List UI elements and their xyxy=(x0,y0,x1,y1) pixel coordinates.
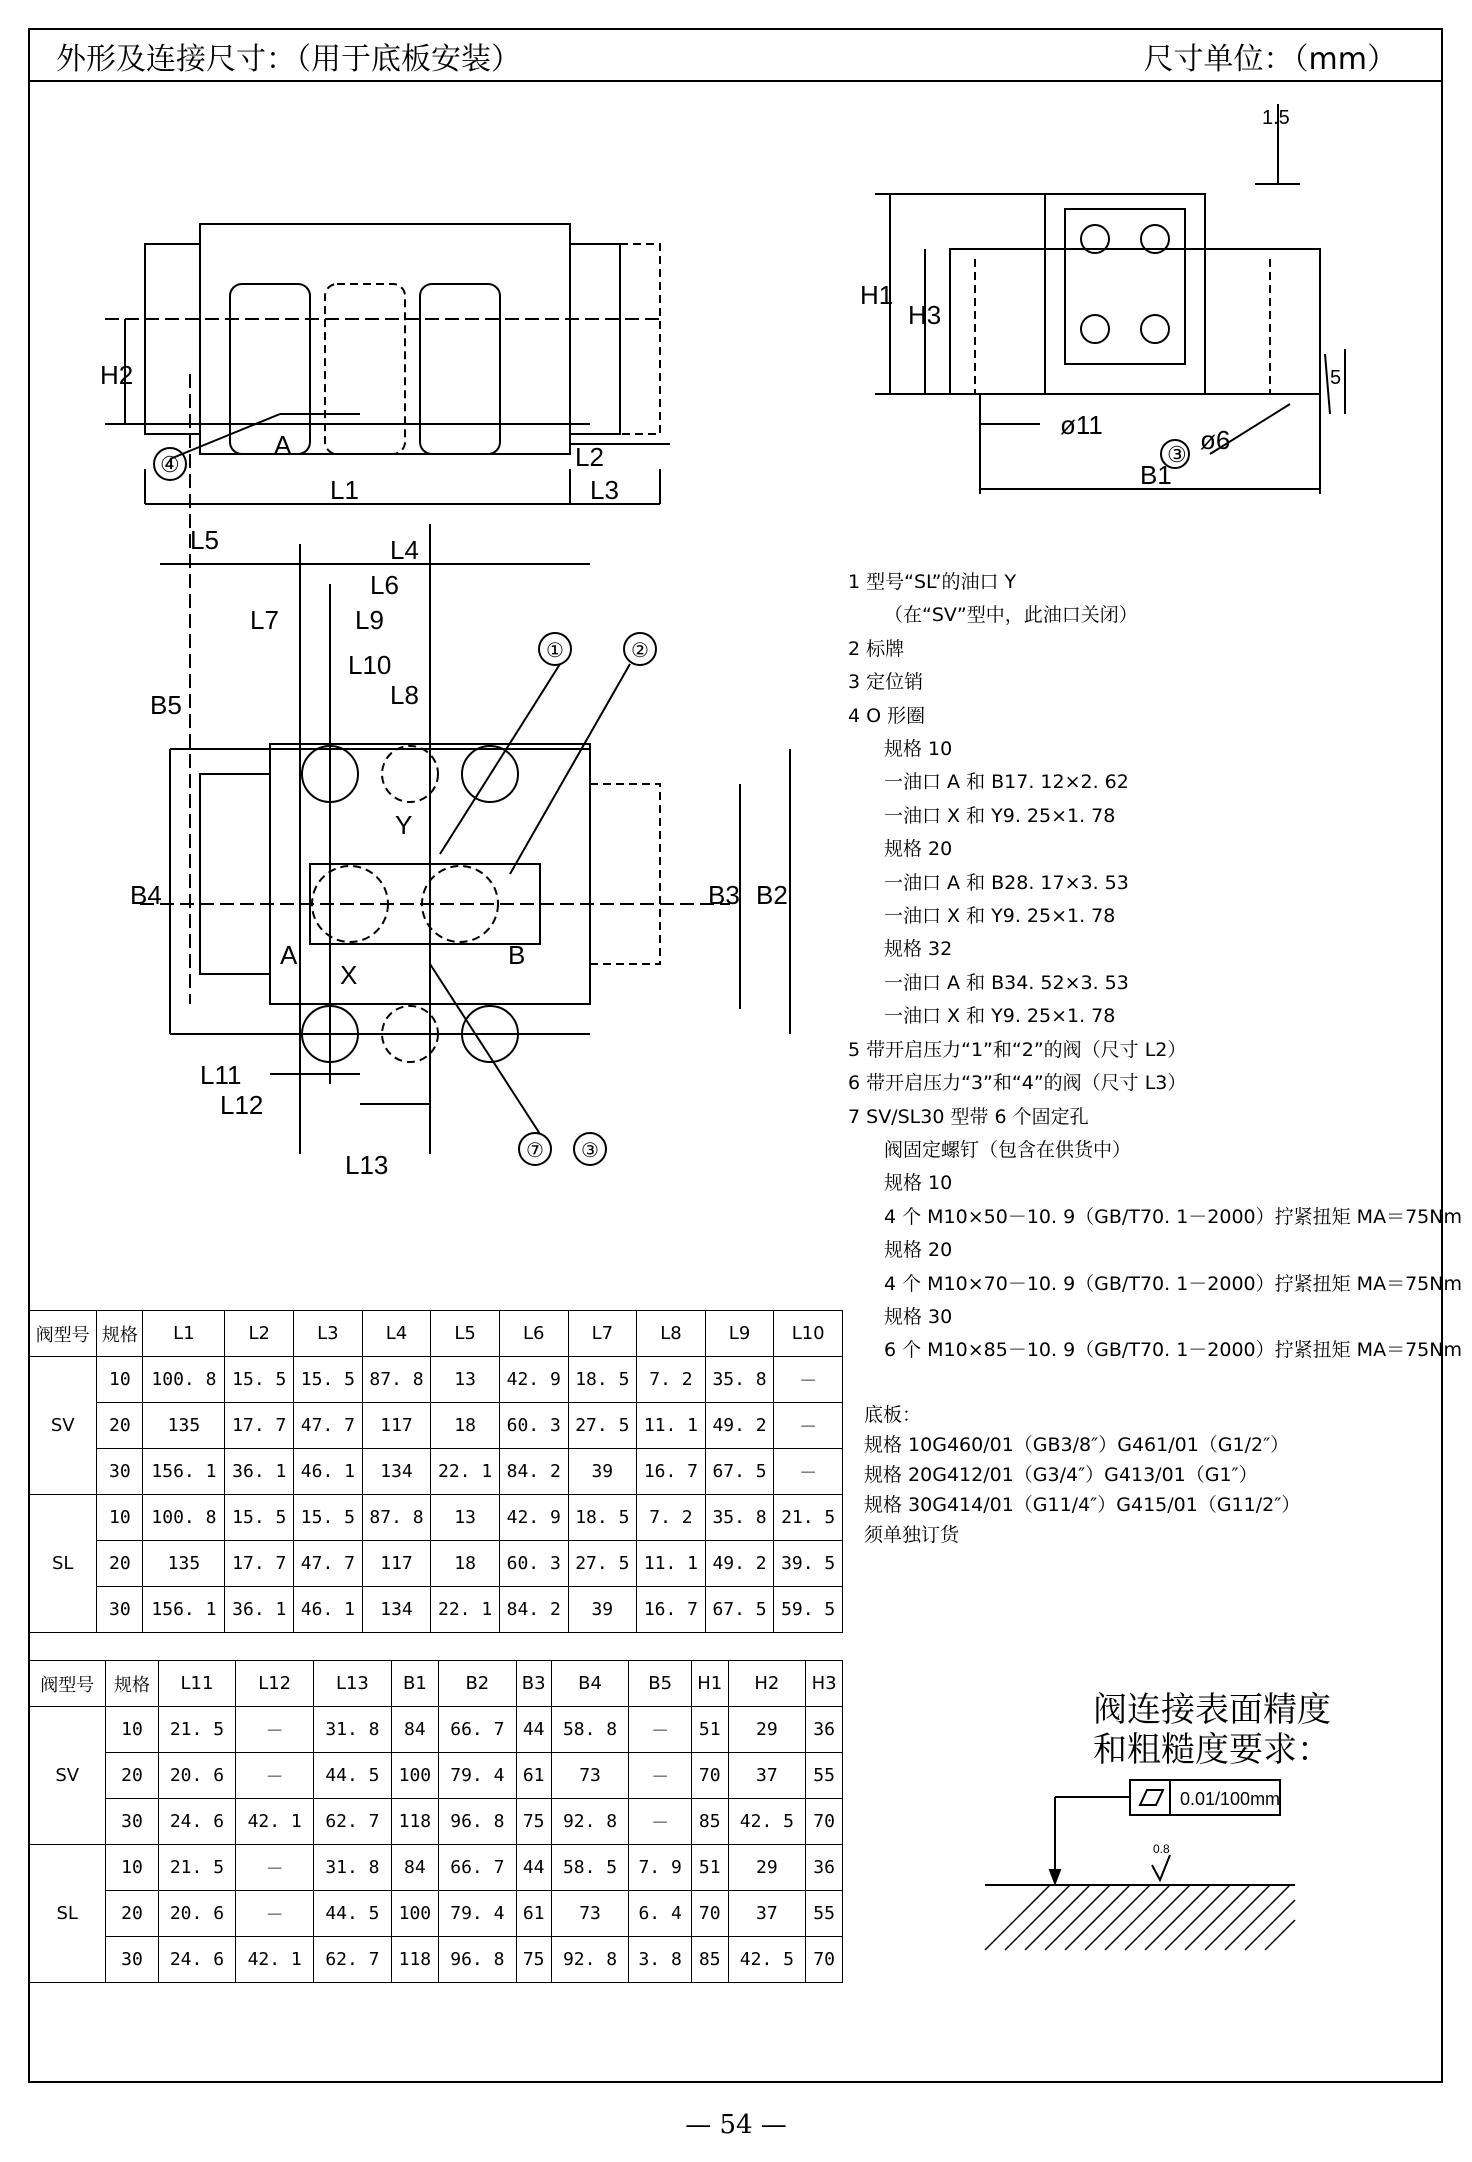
note-line: 6 带开启压力“3”和“4”的阀（尺寸 L3） xyxy=(848,1072,1187,1095)
callout-2: ② xyxy=(631,640,649,662)
table-cell: 84. 2 xyxy=(499,1449,568,1495)
table-cell: 58. 5 xyxy=(551,1845,629,1891)
table-cell: 20 xyxy=(106,1891,158,1937)
table-cell: 135 xyxy=(143,1403,225,1449)
table-cell: 44. 5 xyxy=(314,1753,392,1799)
table-cell: 84. 2 xyxy=(499,1587,568,1633)
table-cell: 70 xyxy=(806,1799,843,1845)
table-cell: 31. 8 xyxy=(314,1845,392,1891)
table-cell: 118 xyxy=(391,1799,438,1845)
table-cell: 18 xyxy=(431,1403,500,1449)
table-cell: 3. 8 xyxy=(629,1937,691,1983)
table-cell: 42. 9 xyxy=(499,1495,568,1541)
table-row xyxy=(29,1587,843,1633)
table-cell: 7. 2 xyxy=(637,1495,706,1541)
table-row xyxy=(29,1495,843,1541)
table-cell: 60. 3 xyxy=(499,1403,568,1449)
header-unit: 尺寸单位：（mm） xyxy=(1143,42,1397,77)
table-cell: 22. 1 xyxy=(431,1449,500,1495)
label-b1: B1 xyxy=(1140,460,1172,490)
label-h3: H3 xyxy=(908,300,942,330)
table-cell: 42. 5 xyxy=(728,1937,806,1983)
roughness-title-line2: 和粗糙度要求： xyxy=(1093,1730,1331,1770)
flatness-value: 0.01/100mm xyxy=(1180,1789,1281,1809)
table-row xyxy=(29,1357,843,1403)
table-cell: － xyxy=(629,1753,691,1799)
callout-4: ④ xyxy=(160,452,180,477)
table-cell: － xyxy=(236,1891,314,1937)
valve-type-cell: SV xyxy=(29,1357,97,1495)
column-header: L2 xyxy=(225,1311,294,1357)
table-cell: 118 xyxy=(391,1937,438,1983)
table-header-row xyxy=(29,1311,843,1357)
table-cell: 17. 7 xyxy=(225,1403,294,1449)
label-b5: B5 xyxy=(150,690,182,720)
table-cell: 100. 8 xyxy=(143,1357,225,1403)
table-cell: 46. 1 xyxy=(294,1449,363,1495)
column-header: B1 xyxy=(391,1661,438,1707)
table-cell: 29 xyxy=(728,1845,806,1891)
base-plate-line: 底板： xyxy=(864,1404,922,1426)
table-cell: 22. 1 xyxy=(431,1587,500,1633)
table-cell: 42. 9 xyxy=(499,1357,568,1403)
column-header: 阀型号 xyxy=(29,1311,97,1357)
base-plate-line: 须单独订货 xyxy=(864,1524,960,1546)
table-cell: 36. 1 xyxy=(225,1587,294,1633)
note-line: （在“SV”型中，此油口关闭） xyxy=(884,604,1138,627)
table-cell: 37 xyxy=(728,1891,806,1937)
table-cell: 85 xyxy=(691,1937,728,1983)
table-cell: 36 xyxy=(806,1707,843,1753)
table-cell: 13 xyxy=(431,1357,500,1403)
table-cell: 42. 1 xyxy=(236,1937,314,1983)
table-cell: 84 xyxy=(391,1707,438,1753)
table-cell: － xyxy=(774,1403,843,1449)
table-cell: 24. 6 xyxy=(158,1937,236,1983)
table-cell: 92. 8 xyxy=(551,1937,629,1983)
table-cell: 58. 8 xyxy=(551,1707,629,1753)
label-port-x: X xyxy=(340,960,358,990)
table-cell: 31. 8 xyxy=(314,1707,392,1753)
label-b3: B3 xyxy=(708,880,740,910)
label-l7: L7 xyxy=(250,605,279,635)
note-line: 一油口 A 和 B34. 52×3. 53 xyxy=(884,971,1129,994)
table-cell: 30 xyxy=(106,1799,158,1845)
table-row xyxy=(29,1403,843,1449)
note-line: 规格 20 xyxy=(884,838,953,861)
base-plate-line: 规格 20G412/01（G3/4″）G413/01（G1″） xyxy=(864,1464,1258,1486)
end-view xyxy=(875,104,1345,494)
note-line: 4 个 M10×50－10. 9（GB/T70. 1－2000）拧紧扭矩 MA＝75Nm xyxy=(884,1205,1462,1228)
label-l8: L8 xyxy=(390,680,419,710)
table-cell: 67. 5 xyxy=(705,1587,774,1633)
column-header: L7 xyxy=(568,1311,637,1357)
table-cell: 29 xyxy=(728,1707,806,1753)
column-header: L6 xyxy=(499,1311,568,1357)
table-cell: 11. 1 xyxy=(637,1403,706,1449)
table-cell: 35. 8 xyxy=(705,1357,774,1403)
note-line: 2 标牌 xyxy=(848,637,905,660)
label-h2: H2 xyxy=(100,360,134,390)
table-cell: 16. 7 xyxy=(637,1587,706,1633)
note-line: 规格 30 xyxy=(884,1305,953,1328)
label-port-a-plan: A xyxy=(280,940,298,970)
column-header: B3 xyxy=(516,1661,551,1707)
table-cell: 15. 5 xyxy=(294,1357,363,1403)
table-row xyxy=(29,1891,843,1937)
column-header: L11 xyxy=(158,1661,236,1707)
table-cell: 100 xyxy=(391,1891,438,1937)
table-cell: 84 xyxy=(391,1845,438,1891)
table-cell: 55 xyxy=(806,1753,843,1799)
table-cell: 47. 7 xyxy=(294,1403,363,1449)
base-plate-line: 规格 30G414/01（G11/4″）G415/01（G11/2″） xyxy=(864,1494,1301,1516)
table-cell: 70 xyxy=(806,1937,843,1983)
table-header-row xyxy=(29,1661,843,1707)
table-cell: 15. 5 xyxy=(294,1495,363,1541)
label-d6: ø6 xyxy=(1200,425,1231,455)
label-l13: L13 xyxy=(345,1150,389,1180)
table-cell: 134 xyxy=(362,1587,431,1633)
table-cell: 96. 8 xyxy=(438,1799,516,1845)
table-cell: 30 xyxy=(97,1587,143,1633)
table-cell: 11. 1 xyxy=(637,1541,706,1587)
table-cell: 73 xyxy=(551,1753,629,1799)
table-row xyxy=(29,1799,843,1845)
note-line: 4 O 形圈 xyxy=(848,704,926,727)
label-port-y: Y xyxy=(395,810,413,840)
label-b2: B2 xyxy=(756,880,788,910)
table-cell: 6. 4 xyxy=(629,1891,691,1937)
column-header: 规格 xyxy=(106,1661,158,1707)
column-header: 规格 xyxy=(97,1311,143,1357)
note-line: 规格 10 xyxy=(884,1172,953,1195)
table-row xyxy=(29,1449,843,1495)
table-cell: － xyxy=(236,1707,314,1753)
header-bar xyxy=(28,28,1443,82)
table-cell: 134 xyxy=(362,1449,431,1495)
label-l2: L2 xyxy=(575,442,604,472)
table-cell: 59. 5 xyxy=(774,1587,843,1633)
table-cell: 39. 5 xyxy=(774,1541,843,1587)
table-cell: 79. 4 xyxy=(438,1753,516,1799)
note-line: 规格 32 xyxy=(884,938,953,961)
table-cell: 21. 5 xyxy=(774,1495,843,1541)
table-cell: 13 xyxy=(431,1495,500,1541)
note-line: 规格 10 xyxy=(884,738,953,761)
table-cell: － xyxy=(629,1707,691,1753)
column-header: L1 xyxy=(143,1311,225,1357)
label-d11: ø11 xyxy=(1060,410,1103,440)
table-cell: 96. 8 xyxy=(438,1937,516,1983)
column-header: L12 xyxy=(236,1661,314,1707)
table-cell: 18. 5 xyxy=(568,1357,637,1403)
roughness-value: 0.8 xyxy=(1153,1842,1170,1856)
table-cell: 61 xyxy=(516,1753,551,1799)
table-cell: 117 xyxy=(362,1541,431,1587)
table-cell: 66. 7 xyxy=(438,1845,516,1891)
note-line: 一油口 A 和 B28. 17×3. 53 xyxy=(884,871,1129,894)
table-cell: 55 xyxy=(806,1891,843,1937)
valve-type-cell: SV xyxy=(29,1707,106,1845)
table-cell: 18. 5 xyxy=(568,1495,637,1541)
table-cell: 47. 7 xyxy=(294,1541,363,1587)
table-cell: 44 xyxy=(516,1845,551,1891)
note-line: 一油口 X 和 Y9. 25×1. 78 xyxy=(884,1005,1116,1028)
table-cell: 20 xyxy=(97,1403,143,1449)
table-cell: 44 xyxy=(516,1707,551,1753)
note-line: 6 个 M10×85－10. 9（GB/T70. 1－2000）拧紧扭矩 MA＝75Nm xyxy=(884,1339,1462,1362)
table-cell: － xyxy=(629,1799,691,1845)
note-line: 4 个 M10×70－10. 9（GB/T70. 1－2000）拧紧扭矩 MA＝75Nm xyxy=(884,1272,1462,1295)
note-line: 规格 20 xyxy=(884,1239,953,1262)
table-cell: 16. 7 xyxy=(637,1449,706,1495)
label-l3: L3 xyxy=(590,475,619,505)
label-l10: L10 xyxy=(348,650,392,680)
table-cell: － xyxy=(774,1449,843,1495)
table-cell: 30 xyxy=(97,1449,143,1495)
table-cell: 85 xyxy=(691,1799,728,1845)
table-cell: 67. 5 xyxy=(705,1449,774,1495)
table-cell: 62. 7 xyxy=(314,1937,392,1983)
table-cell: 27. 5 xyxy=(568,1541,637,1587)
label-b4: B4 xyxy=(130,880,162,910)
table-cell: 73 xyxy=(551,1891,629,1937)
note-line: 一油口 A 和 B17. 12×2. 62 xyxy=(884,771,1129,794)
label-l9: L9 xyxy=(355,605,384,635)
table-cell: 87. 8 xyxy=(362,1357,431,1403)
header-title: 外形及连接尺寸：（用于底板安装） xyxy=(56,42,521,77)
table-cell: 10 xyxy=(106,1845,158,1891)
table-cell: 75 xyxy=(516,1799,551,1845)
label-port-a: A xyxy=(274,430,292,460)
valve-type-cell: SL xyxy=(29,1495,97,1633)
column-header: L10 xyxy=(774,1311,843,1357)
roughness-title xyxy=(1093,1690,1331,1770)
column-header: B5 xyxy=(629,1661,691,1707)
table-cell: 62. 7 xyxy=(314,1799,392,1845)
table-cell: 17. 7 xyxy=(225,1541,294,1587)
table-cell: 35. 8 xyxy=(705,1495,774,1541)
table-cell: － xyxy=(236,1845,314,1891)
label-l11: L11 xyxy=(200,1060,242,1090)
label-l4: L4 xyxy=(390,535,419,565)
label-l1: L1 xyxy=(330,475,359,505)
table-cell: 100 xyxy=(391,1753,438,1799)
base-plate-info xyxy=(864,1400,1300,1550)
table-cell: 100. 8 xyxy=(143,1495,225,1541)
table-cell: 15. 5 xyxy=(225,1357,294,1403)
label-1-5: 1.5 xyxy=(1262,107,1290,129)
dimension-table-1 xyxy=(28,1310,843,1633)
table-cell: 70 xyxy=(691,1753,728,1799)
table-row xyxy=(29,1541,843,1587)
table-cell: － xyxy=(236,1753,314,1799)
label-port-b: B xyxy=(508,940,526,970)
table-cell: 27. 5 xyxy=(568,1403,637,1449)
column-header: L9 xyxy=(705,1311,774,1357)
table-cell: 42. 1 xyxy=(236,1799,314,1845)
column-header: H3 xyxy=(806,1661,843,1707)
table-cell: 92. 8 xyxy=(551,1799,629,1845)
table-cell: 135 xyxy=(143,1541,225,1587)
table-cell: 42. 5 xyxy=(728,1799,806,1845)
roughness-title-line1: 阀连接表面精度 xyxy=(1093,1690,1331,1730)
table-cell: 60. 3 xyxy=(499,1541,568,1587)
table-cell: 20 xyxy=(97,1541,143,1587)
column-header: B2 xyxy=(438,1661,516,1707)
table-cell: 44. 5 xyxy=(314,1891,392,1937)
table-cell: 49. 2 xyxy=(705,1403,774,1449)
table-cell: 20. 6 xyxy=(158,1891,236,1937)
label-h1: H1 xyxy=(860,280,894,310)
column-header: H1 xyxy=(691,1661,728,1707)
table-cell: 36 xyxy=(806,1845,843,1891)
table-cell: 15. 5 xyxy=(225,1495,294,1541)
table-cell: 39 xyxy=(568,1587,637,1633)
label-5: 5 xyxy=(1330,367,1342,389)
page-number: — 54 — xyxy=(685,2110,787,2140)
column-header: L5 xyxy=(431,1311,500,1357)
table-cell: 51 xyxy=(691,1707,728,1753)
table-cell: － xyxy=(774,1357,843,1403)
column-header: 阀型号 xyxy=(29,1661,106,1707)
table-cell: 30 xyxy=(106,1937,158,1983)
table-cell: 79. 4 xyxy=(438,1891,516,1937)
table-cell: 37 xyxy=(728,1753,806,1799)
table-cell: 36. 1 xyxy=(225,1449,294,1495)
note-line: 阀固定螺钉（包含在供货中） xyxy=(884,1138,1132,1161)
table-row xyxy=(29,1707,843,1753)
table-cell: 18 xyxy=(431,1541,500,1587)
column-header: L4 xyxy=(362,1311,431,1357)
plan-view xyxy=(140,374,790,1165)
table-cell: 20 xyxy=(106,1753,158,1799)
table-cell: 21. 5 xyxy=(158,1707,236,1753)
base-plate-line: 规格 10G460/01（GB3/8″）G461/01（G1/2″） xyxy=(864,1434,1290,1456)
column-header: L3 xyxy=(294,1311,363,1357)
table-cell: 70 xyxy=(691,1891,728,1937)
callout-3: ③ xyxy=(581,1140,599,1162)
label-l5: L5 xyxy=(190,525,219,555)
table-cell: 156. 1 xyxy=(143,1449,225,1495)
table-row xyxy=(29,1845,843,1891)
callout-7: ⑦ xyxy=(526,1140,544,1162)
note-line: 5 带开启压力“1”和“2”的阀（尺寸 L2） xyxy=(848,1038,1187,1061)
table-cell: 7. 2 xyxy=(637,1357,706,1403)
label-l6: L6 xyxy=(370,570,399,600)
column-header: H2 xyxy=(728,1661,806,1707)
table-cell: 46. 1 xyxy=(294,1587,363,1633)
label-l12: L12 xyxy=(220,1090,264,1120)
note-line: 7 SV/SL30 型带 6 个固定孔 xyxy=(848,1105,1089,1128)
notes-list xyxy=(848,566,1462,1368)
table-cell: 156. 1 xyxy=(143,1587,225,1633)
column-header: L13 xyxy=(314,1661,392,1707)
table-cell: 117 xyxy=(362,1403,431,1449)
table-cell: 21. 5 xyxy=(158,1845,236,1891)
valve-type-cell: SL xyxy=(29,1845,106,1983)
callout-1: ① xyxy=(546,640,564,662)
table-cell: 10 xyxy=(97,1495,143,1541)
table-cell: 61 xyxy=(516,1891,551,1937)
note-line: 一油口 X 和 Y9. 25×1. 78 xyxy=(884,905,1116,928)
note-line: 3 定位销 xyxy=(848,671,924,694)
table-cell: 87. 8 xyxy=(362,1495,431,1541)
table-row xyxy=(29,1937,843,1983)
table-row xyxy=(29,1753,843,1799)
table-cell: 49. 2 xyxy=(705,1541,774,1587)
table-cell: 75 xyxy=(516,1937,551,1983)
roughness-symbol xyxy=(975,1775,1305,1965)
note-line: 1 型号“SL”的油口 Y xyxy=(848,571,1017,593)
table-cell: 10 xyxy=(106,1707,158,1753)
note-line: 一油口 X 和 Y9. 25×1. 78 xyxy=(884,804,1116,827)
column-header: B4 xyxy=(551,1661,629,1707)
dimension-table-2 xyxy=(28,1660,843,1983)
table-cell: 7. 9 xyxy=(629,1845,691,1891)
table-cell: 39 xyxy=(568,1449,637,1495)
table-cell: 51 xyxy=(691,1845,728,1891)
table-cell: 24. 6 xyxy=(158,1799,236,1845)
table-cell: 66. 7 xyxy=(438,1707,516,1753)
table-cell: 10 xyxy=(97,1357,143,1403)
callout-3-end: ③ xyxy=(1167,442,1187,467)
table-cell: 20. 6 xyxy=(158,1753,236,1799)
column-header: L8 xyxy=(637,1311,706,1357)
